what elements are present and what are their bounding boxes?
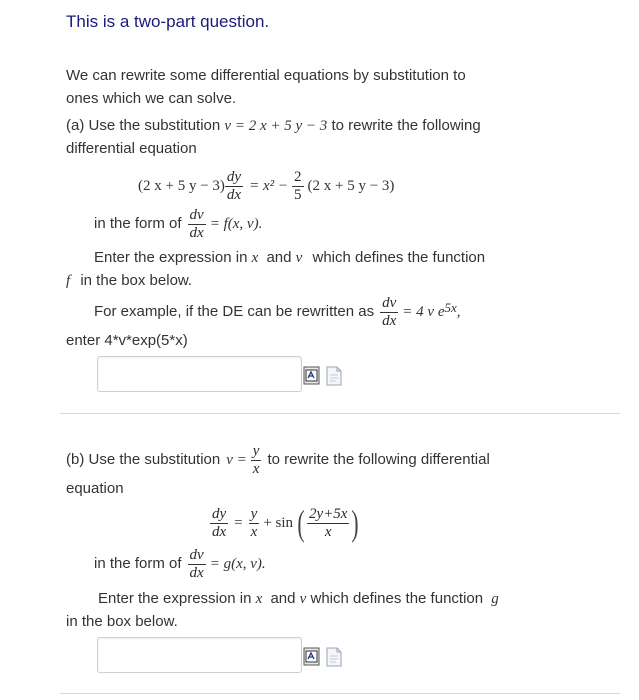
- part-a-form-dv: dv: [189, 206, 204, 223]
- part-b-enter-x: x: [255, 591, 263, 607]
- part-a-prompt: [66, 115, 481, 137]
- part-b-eq-inner-num: 2y+5x: [309, 505, 348, 522]
- part-b-sub-frac: [251, 444, 262, 477]
- part-b-eq-dydx: [210, 507, 228, 540]
- preview-document-icon[interactable]: [325, 366, 343, 386]
- part-a-example-dv: dv: [382, 294, 397, 311]
- part-b-eq-equals: =: [234, 514, 243, 531]
- part-b-enter-pre: Enter the expression in: [98, 590, 252, 607]
- part-a-example-exp: 5x: [444, 300, 457, 315]
- part-a-example-enter: enter 4*v*exp(5*x): [66, 332, 188, 349]
- part-a-example-comma: ,: [456, 303, 461, 320]
- part-b-eq-x: x: [250, 523, 258, 540]
- part-a-box-below: in the box below.: [80, 272, 193, 289]
- part-b-eq-sin: + sin: [263, 514, 294, 531]
- part-b-form-rhs: = g(x, v).: [209, 555, 266, 572]
- equation-editor-icon[interactable]: [303, 366, 321, 386]
- part-a-prompt-pre: (a) Use the substitution: [66, 117, 221, 134]
- part-b-eq-dx: dx: [212, 523, 227, 540]
- part-a-eq-lhs: (2 x + 5 y − 3): [138, 177, 225, 194]
- question-title: This is a two-part question.: [66, 12, 270, 31]
- part-a-answer-input[interactable]: [97, 356, 302, 392]
- part-b-prompt-line-2: equation: [66, 480, 124, 497]
- part-a-substitution: v = 2 x + 5 y − 3: [224, 118, 328, 134]
- part-a-enter-post: which defines the function: [312, 249, 486, 266]
- part-b-enter-post: which defines the function: [310, 590, 484, 607]
- part-a-example-rhs: = 4 v e: [402, 303, 445, 320]
- part-b-sub-v: v =: [226, 451, 247, 468]
- part-b-form-dvdx: [188, 548, 206, 581]
- part-b-enter-line: [98, 588, 499, 610]
- part-b-enter-v: v: [299, 591, 307, 607]
- part-b-eq-inner-den: x: [324, 523, 332, 540]
- part-b-enter-and: and: [270, 590, 296, 607]
- part-a-form-dx: dx: [189, 224, 204, 241]
- equation-editor-icon[interactable]: [303, 647, 321, 667]
- part-b-prompt-post: to rewrite the following differential: [267, 451, 490, 468]
- intro-line-2: ones which we can solve.: [66, 90, 237, 107]
- part-a-box-below-line: [66, 270, 192, 292]
- part-b-eq-inner-frac: [307, 507, 349, 540]
- part-b-eq-yx: [249, 507, 260, 540]
- part-a-func-f: f: [66, 273, 71, 289]
- part-a-enter-v: v: [295, 250, 303, 266]
- part-a-eq-mid: = x² −: [249, 177, 288, 194]
- part-a-eq-dx: dx: [226, 186, 242, 203]
- part-a-eq-fraction: [292, 170, 304, 203]
- part-a-enter-and: and: [266, 249, 292, 266]
- part-a-prompt-post: to rewrite the following: [331, 117, 481, 134]
- part-b-prompt: [66, 440, 490, 480]
- part-a-eq-dy: dy: [226, 168, 242, 185]
- part-a-example-dx: dx: [382, 312, 397, 329]
- part-a-prompt-line-2: differential equation: [66, 140, 197, 157]
- part-a-eq-frac-den: 5: [294, 186, 302, 203]
- part-a-form-dvdx: [188, 208, 206, 241]
- part-a-equation: [138, 166, 394, 206]
- section-divider: [60, 413, 620, 414]
- part-a-form: [94, 204, 262, 244]
- part-a-enter-pre: Enter the expression in: [94, 249, 248, 266]
- part-b-sub-x: x: [252, 460, 260, 477]
- part-b-form-dx: dx: [189, 564, 204, 581]
- part-b-sub-y: y: [252, 442, 260, 459]
- part-a-example-dvdx: [380, 296, 398, 329]
- part-b-eq-dy: dy: [212, 505, 227, 522]
- part-b-form-label: in the form of: [94, 555, 182, 572]
- part-b-eq-y: y: [250, 505, 258, 522]
- part-b-box-below: in the box below.: [66, 613, 178, 630]
- part-a-eq-frac-num: 2: [294, 168, 302, 185]
- part-b-func-g: g: [491, 591, 499, 607]
- part-a-enter-line: [94, 247, 485, 269]
- part-a-enter-x: x: [251, 250, 259, 266]
- part-a-form-rhs: = f(x, v).: [209, 215, 263, 232]
- part-a-example-pre: For example, if the DE can be rewritten as: [94, 303, 375, 320]
- part-b-prompt-pre: (b) Use the substitution: [66, 451, 221, 468]
- part-b-form: [94, 544, 266, 584]
- part-b-answer-input[interactable]: [97, 637, 302, 673]
- part-a-form-label: in the form of: [94, 215, 182, 232]
- part-a-eq-rhs: (2 x + 5 y − 3): [307, 177, 395, 194]
- part-a-example: [94, 292, 461, 332]
- intro-line-1: We can rewrite some differential equations by substitution to: [66, 67, 466, 84]
- bottom-divider: [60, 693, 620, 694]
- part-b-equation: $\frac{dy}{dx}$ = $\frac{y}{x}$ + sin ( $\frac{2y+5x}{x}$ ): [212, 503, 360, 543]
- part-a-eq-dydx: [225, 170, 243, 203]
- preview-document-icon[interactable]: [325, 647, 343, 667]
- part-b-form-dv: dv: [189, 546, 204, 563]
